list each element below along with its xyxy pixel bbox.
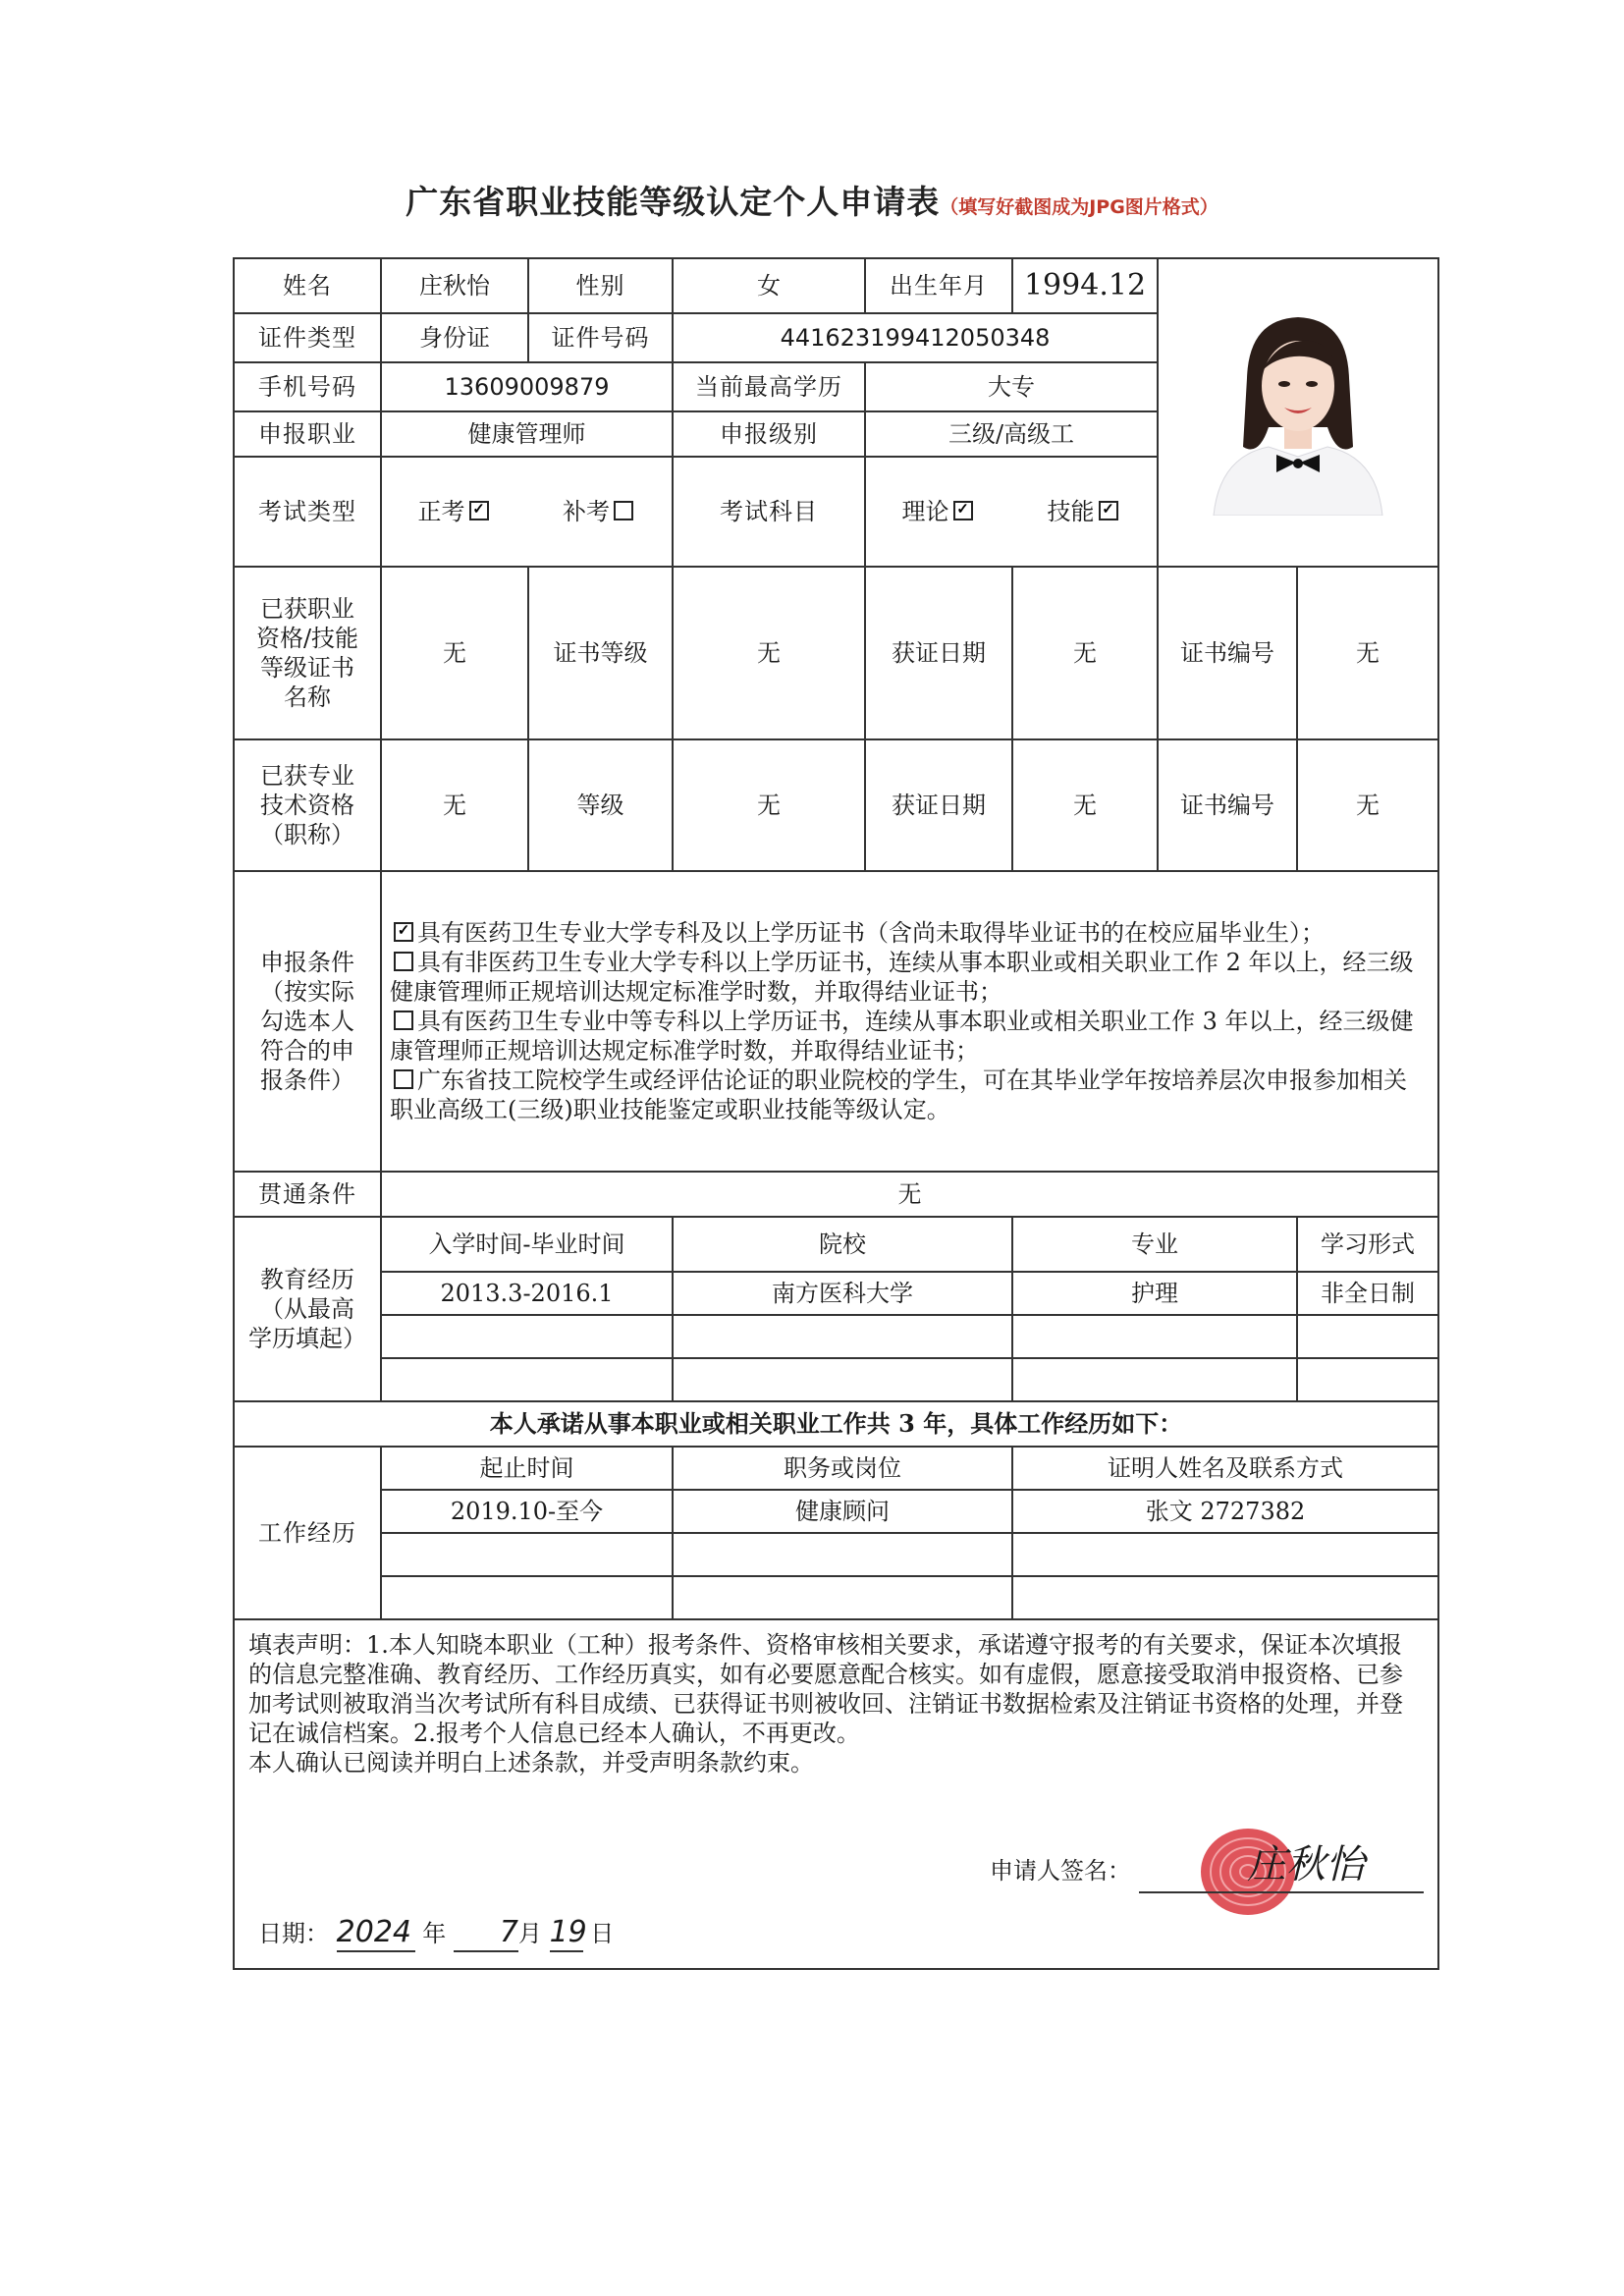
education-period-cell[interactable]: 2013.3-2016.1 — [381, 1272, 673, 1315]
edu-field[interactable]: 大专 — [865, 362, 1158, 411]
id-type-field[interactable]: 身份证 — [381, 313, 528, 362]
level-field[interactable]: 三级/高级工 — [865, 411, 1158, 457]
condition-checkbox[interactable] — [394, 1069, 413, 1089]
qualification-date-field[interactable]: 无 — [1012, 567, 1158, 739]
application-form — [233, 257, 1439, 1970]
applicant-photo — [1200, 309, 1396, 516]
qualification-no-field[interactable]: 无 — [1297, 567, 1438, 739]
education-school-cell[interactable] — [673, 1315, 1012, 1358]
photo-cell — [1158, 258, 1438, 567]
id-type-label: 证件类型 — [234, 313, 381, 362]
id-no-label: 证件号码 — [528, 313, 673, 362]
work-witness-cell[interactable] — [1012, 1576, 1438, 1619]
work-header-witness: 证明人姓名及联系方式 — [1012, 1447, 1438, 1490]
condition-item[interactable] — [390, 1066, 1430, 1124]
condition-text: 具有医药卫生专业大学专科及以上学历证书（含尚未取得毕业证书的在校应届毕业生）； — [417, 919, 1325, 947]
education-label-line: 学历填起） — [248, 1325, 366, 1352]
gender-field[interactable]: 女 — [673, 258, 865, 313]
education-label — [234, 1217, 381, 1401]
conditions-label-line: 勾选本人 — [260, 1008, 354, 1035]
qualification-date-label: 获证日期 — [865, 567, 1012, 739]
work-position-cell[interactable]: 健康顾问 — [673, 1490, 1012, 1533]
conditions-label-line: 符合的申 — [260, 1037, 354, 1065]
education-label-line: 教育经历 — [260, 1266, 354, 1293]
birth-label: 出生年月 — [865, 258, 1012, 313]
professional-grade-field[interactable]: 无 — [673, 739, 865, 871]
work-period-cell[interactable] — [381, 1533, 673, 1576]
condition-checkbox[interactable] — [394, 1011, 413, 1030]
education-mode-cell[interactable] — [1297, 1315, 1438, 1358]
date-day[interactable]: 19 — [550, 1914, 583, 1953]
edu-label: 当前最高学历 — [673, 362, 865, 411]
day-unit: 日 — [590, 1919, 615, 1947]
job-field[interactable]: 健康管理师 — [381, 411, 673, 457]
job-label: 申报职业 — [234, 411, 381, 457]
skill-checkbox[interactable] — [1099, 501, 1118, 520]
work-period-cell[interactable]: 2019.10-至今 — [381, 1490, 673, 1533]
signature-area — [258, 1832, 1424, 1960]
phone-label: 手机号码 — [234, 362, 381, 411]
page-title: 广东省职业技能等级认定个人申请表 — [406, 183, 941, 221]
date-year[interactable]: 2024 — [337, 1914, 415, 1953]
education-row — [234, 1315, 1438, 1358]
birth-field[interactable]: 1994.12 — [1012, 258, 1158, 313]
professional-date-field[interactable]: 无 — [1012, 739, 1158, 871]
qualification-label-line: 等级证书 — [260, 654, 354, 682]
condition-checkbox[interactable] — [394, 952, 413, 971]
qualification-label-line: 名称 — [284, 683, 331, 711]
conditions-label-line: （按实际 — [260, 978, 354, 1006]
level-label: 申报级别 — [673, 411, 865, 457]
title-note: （填写好截图成为JPG图片格式） — [940, 196, 1218, 218]
conditions-list — [381, 871, 1438, 1172]
professional-no-label: 证书编号 — [1158, 739, 1297, 871]
date-row — [258, 1914, 614, 1953]
education-header-period: 入学时间-毕业时间 — [381, 1217, 673, 1272]
condition-item[interactable] — [390, 1007, 1430, 1066]
condition-text: 广东省技工院校学生或经评估论证的职业院校的学生，可在其毕业学年按培养层次申报参加相关职业高级工(三级)职业技能鉴定或职业技能等级认定。 — [390, 1066, 1407, 1123]
exam-subject-label: 考试科目 — [673, 457, 865, 567]
professional-name-field[interactable]: 无 — [381, 739, 528, 871]
through-field[interactable]: 无 — [381, 1172, 1438, 1217]
professional-label — [234, 739, 381, 871]
declaration-text: 填表声明：1.本人知晓本职业（工种）报考条件、资格审核相关要求，承诺遵守报考的有关要求，保证本次填报的信息完整准确、教育经历、工作经历真实，如有必要愿意配合核实。如有虚假，愿意接受取消申报资格、已参加考试则被取消当次考试所有科目成绩、已获得证书则被收回、注销证书数据检索及注销证书资格的处理，并登记在诚信档案。2.报考个人信息已经本人确认，不再更改。 — [248, 1631, 1403, 1747]
year-unit: 年 — [422, 1919, 447, 1947]
professional-date-label: 获证日期 — [865, 739, 1012, 871]
professional-label-line: 已获专业 — [260, 762, 354, 790]
conditions-label-line: 申报条件 — [260, 949, 354, 976]
professional-grade-label: 等级 — [528, 739, 673, 871]
through-label: 贯通条件 — [234, 1172, 381, 1217]
qualification-label-line: 资格/技能 — [255, 625, 359, 652]
qualification-label — [234, 567, 381, 739]
education-major-cell[interactable]: 护理 — [1012, 1272, 1297, 1315]
phone-field[interactable]: 13609009879 — [381, 362, 673, 411]
month-unit: 月 — [517, 1919, 542, 1947]
makeup-label: 补考 — [563, 498, 610, 525]
skill-label: 技能 — [1047, 498, 1095, 525]
work-period-cell[interactable] — [381, 1576, 673, 1619]
education-major-cell[interactable] — [1012, 1315, 1297, 1358]
condition-text: 具有医药卫生专业中等专科以上学历证书，连续从事本职业或相关职业工作 3 年以上，经三级健康管理师正规培训达规定标准学时数，并取得结业证书； — [390, 1008, 1414, 1065]
declaration-section — [234, 1619, 1438, 1969]
education-mode-cell[interactable] — [1297, 1358, 1438, 1401]
makeup-checkbox[interactable] — [614, 501, 633, 520]
education-header-mode: 学习形式 — [1297, 1217, 1438, 1272]
education-mode-cell[interactable]: 非全日制 — [1297, 1272, 1438, 1315]
name-label: 姓名 — [234, 258, 381, 313]
condition-item[interactable] — [390, 918, 1430, 948]
makeup-option[interactable] — [528, 457, 673, 567]
signature: 庄秋怡 — [1247, 1842, 1365, 1887]
work-position-cell[interactable] — [673, 1533, 1012, 1576]
education-row — [234, 1272, 1438, 1315]
education-row — [234, 1358, 1438, 1401]
education-period-cell[interactable] — [381, 1315, 673, 1358]
title-row — [0, 177, 1624, 223]
education-header-school: 院校 — [673, 1217, 1012, 1272]
declaration-confirm: 本人确认已阅读并明白上述条款，并受声明条款约束。 — [248, 1749, 814, 1777]
work-row — [234, 1576, 1438, 1619]
work-witness-cell[interactable]: 张文 2727382 — [1012, 1490, 1438, 1533]
regular-checkbox[interactable] — [469, 501, 489, 520]
work-header-period: 起止时间 — [381, 1447, 673, 1490]
theory-checkbox[interactable] — [953, 501, 973, 520]
professional-label-line: （职称） — [260, 821, 354, 848]
education-school-cell[interactable]: 南方医科大学 — [673, 1272, 1012, 1315]
skill-option[interactable] — [1012, 457, 1158, 567]
work-position-cell[interactable] — [673, 1576, 1012, 1619]
gender-label: 性别 — [528, 258, 673, 313]
exam-type-label: 考试类型 — [234, 457, 381, 567]
qualification-grade-field[interactable]: 无 — [673, 567, 865, 739]
condition-item[interactable] — [390, 948, 1430, 1007]
conditions-label — [234, 871, 381, 1172]
signature-label: 申请人签名： — [990, 1857, 1131, 1885]
theory-option[interactable] — [865, 457, 1012, 567]
work-witness-cell[interactable] — [1012, 1533, 1438, 1576]
condition-checkbox[interactable] — [394, 922, 413, 942]
education-label-line: （从最高 — [260, 1295, 354, 1323]
qualification-name-field[interactable]: 无 — [381, 567, 528, 739]
work-header-position: 职务或岗位 — [673, 1447, 1012, 1490]
qualification-grade-label: 证书等级 — [528, 567, 673, 739]
signature-line — [1139, 1891, 1424, 1893]
professional-label-line: 技术资格 — [260, 792, 354, 819]
education-school-cell[interactable] — [673, 1358, 1012, 1401]
regular-option[interactable] — [381, 457, 528, 567]
name-field[interactable]: 庄秋怡 — [381, 258, 528, 313]
education-major-cell[interactable] — [1012, 1358, 1297, 1401]
date-label: 日期： — [258, 1919, 329, 1947]
work-promise: 本人承诺从事本职业或相关职业工作共 3 年，具体工作经历如下： — [234, 1401, 1438, 1447]
work-row — [234, 1490, 1438, 1533]
qualification-no-label: 证书编号 — [1158, 567, 1297, 739]
qualification-label-line: 已获职业 — [260, 595, 354, 623]
id-no-field[interactable]: 441623199412050348 — [673, 313, 1158, 362]
portrait-image — [1200, 309, 1396, 516]
condition-text: 具有非医药卫生专业大学专科以上学历证书，连续从事本职业或相关职业工作 2 年以上，经三级健康管理师正规培训达规定标准学时数，并取得结业证书； — [390, 949, 1414, 1006]
theory-label: 理论 — [901, 498, 949, 525]
work-label: 工作经历 — [234, 1447, 381, 1619]
education-period-cell[interactable] — [381, 1358, 673, 1401]
education-header-major: 专业 — [1012, 1217, 1297, 1272]
regular-label: 正考 — [417, 498, 465, 525]
date-month[interactable]: 7 — [454, 1914, 518, 1953]
professional-no-field[interactable]: 无 — [1297, 739, 1438, 871]
work-row — [234, 1533, 1438, 1576]
conditions-label-line: 报条件） — [260, 1066, 354, 1094]
